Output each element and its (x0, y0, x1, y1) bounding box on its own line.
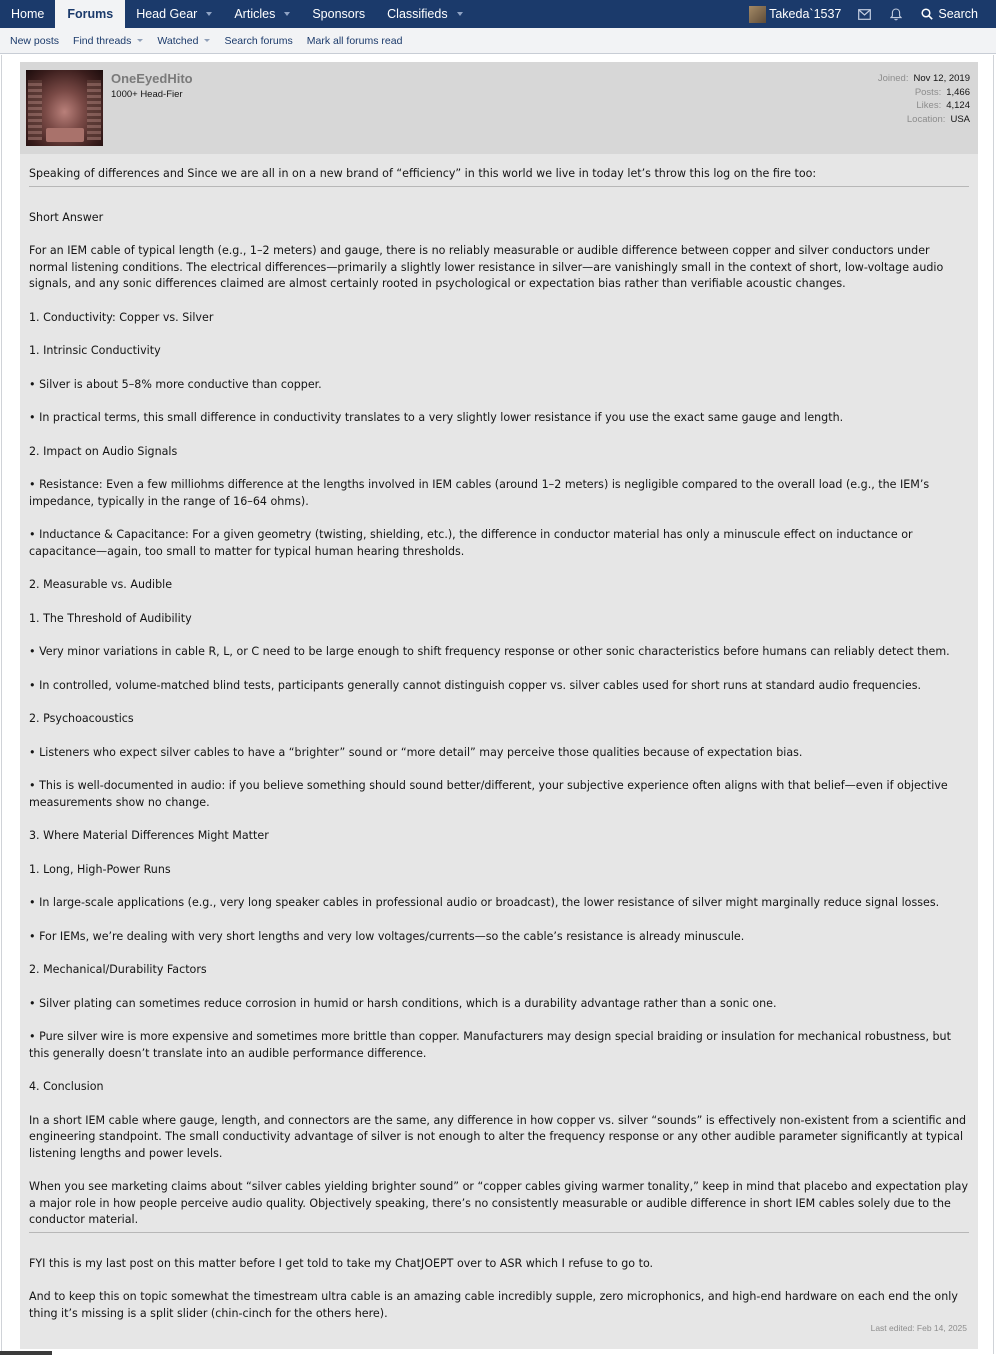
watched-label: Watched (157, 34, 199, 47)
spacer (29, 845, 969, 862)
conversations-button[interactable] (849, 0, 880, 28)
spacer (29, 811, 969, 828)
avatar (749, 6, 766, 23)
find-threads-link[interactable] (66, 35, 150, 47)
tab-sponsors[interactable] (301, 0, 376, 28)
stat-joined (878, 72, 970, 86)
spacer (29, 627, 969, 644)
post-paragraph: And to keep this on topic somewhat the timestream ultra cable is an amazing cable incredibly supple, zero microphonics, and high-end hardware on each end the only thing it’s missing is a split slider (chin-cinch for the others here). (29, 1290, 958, 1320)
post-paragraph: • Very minor variations in cable R, L, or C need to be large enough to shift frequency response or other sonic characteristics before humans can reliably detect them. (29, 645, 950, 658)
tab-classifieds[interactable] (376, 0, 473, 28)
post-paragraph: • In practical terms, this small difference in conductivity translates to a very slightly lower resistance if you use the exact same gauge and length. (29, 411, 844, 424)
mail-icon (858, 9, 871, 20)
stat-label: Location: (906, 113, 946, 125)
post-paragraph: 2. Measurable vs. Audible (29, 578, 173, 591)
chevron-down-icon[interactable] (137, 39, 143, 42)
post-user-header (20, 62, 978, 154)
post-paragraph: 1. Conductivity: Copper vs. Silver (29, 310, 214, 324)
post-paragraph: FYI this is my last post on this matter before I get told to take my ChatJOEPT over to ASR which I refuse to go to. (29, 1256, 654, 1270)
post-paragraph: • Silver plating can sometimes reduce corrosion in humid or harsh conditions, which is a durability advantage rather than a sonic one. (29, 996, 777, 1010)
post-paragraph: • For IEMs, we’re dealing with very short lengths and very low voltages/currents—so the cable’s resistance is already minuscule. (29, 929, 745, 943)
nav-right (741, 0, 996, 28)
spacer (29, 360, 969, 377)
chevron-down-icon[interactable] (204, 39, 210, 42)
spacer (29, 661, 969, 678)
spacer (29, 694, 969, 711)
avatar-detail (46, 128, 84, 142)
search-label: Search (938, 7, 978, 21)
chevron-down-icon[interactable] (206, 12, 212, 16)
scrollbar-fragment (0, 1351, 52, 1355)
spacer (29, 1096, 969, 1113)
spacer (29, 226, 969, 243)
avatar[interactable] (26, 70, 103, 146)
search-icon (921, 8, 933, 20)
spacer (29, 326, 969, 343)
tab-home[interactable] (0, 0, 55, 28)
spacer (29, 1012, 969, 1029)
spacer (29, 594, 969, 611)
spacer (29, 427, 969, 444)
spacer (29, 728, 969, 745)
post-paragraph: • In large-scale applications (e.g., very long speaker cables in professional audio or broadcast), the lower resistance of silver might marginally reduce signal losses. (29, 896, 940, 909)
stat-label: Joined: (877, 73, 909, 84)
post-paragraph: 2. Psychoacoustics (29, 712, 134, 725)
spacer (29, 187, 969, 210)
sub-nav (0, 28, 996, 54)
alerts-button[interactable] (880, 0, 911, 28)
stat-value: 4,124 (946, 100, 970, 112)
post-paragraph: • This is well-documented in audio: if you believe something should sound better/different, your subjective experience often aligns with that belief—even if objective measurements show no change. (29, 779, 948, 809)
watched-link[interactable] (150, 35, 217, 47)
post-paragraph: 3. Where Material Differences Might Matter (29, 829, 269, 842)
spacer (29, 560, 969, 577)
stat-label: Posts: (914, 86, 942, 98)
stat-location (878, 113, 970, 127)
tab-forums[interactable] (55, 0, 125, 28)
chevron-down-icon[interactable] (457, 12, 463, 16)
post-paragraph: • Listeners who expect silver cables to have a “brighter” sound or “more detail” may perceive those qualities because of expectation bias. (29, 745, 803, 759)
bell-icon (890, 8, 902, 21)
post-paragraph: Speaking of differences and Since we are all in on a new brand of “efficiency” in this world we live in today let’s throw this log on the fire too: (29, 167, 817, 180)
find-threads-label: Find threads (73, 34, 132, 47)
post-body (29, 166, 969, 1322)
account-menu[interactable] (741, 6, 849, 23)
post-paragraph: 1. Intrinsic Conductivity (29, 344, 161, 357)
forum-post (20, 62, 978, 1349)
account-username: Takeda`1537 (769, 7, 842, 21)
post-paragraph: For an IEM cable of typical length (e.g., 1–2 meters) and gauge, there is no reliably measurable or audible difference between copper and silver conductors under normal listening conditions. The electrical differences—primarily a slightly lower resistance in silver—are vanishingly small in the context of short, low-voltage audio signals, and any sonic differences claimed are almost certainly rooted in psychological or expectation bias rather than verifiable acoustic changes. (29, 244, 944, 290)
tab-label: Articles (234, 7, 276, 21)
spacer (29, 460, 969, 477)
post-paragraph: 1. The Threshold of Audibility (29, 611, 192, 625)
spacer (29, 979, 969, 996)
post-paragraph: Short Answer (29, 210, 104, 224)
stat-likes (878, 99, 970, 113)
avatar-detail (87, 80, 101, 140)
search-button[interactable] (911, 7, 996, 21)
stat-label: Likes: (916, 100, 942, 112)
post-paragraph: In a short IEM cable where gauge, length, and connectors are the same, any difference in how copper vs. silver “sounds” is effectively non-existent from a scientific and engineering standpoint. The small conductivity advantage of silver is not enough to alter the frequency response or any other audible parameter significantly at typical listening lengths and power levels. (29, 1113, 967, 1160)
spacer (29, 510, 969, 527)
chevron-down-icon[interactable] (284, 12, 290, 16)
post-paragraph: 2. Mechanical/Durability Factors (29, 963, 207, 976)
post-paragraph: • Inductance & Capacitance: For a given geometry (twisting, shielding, etc.), the difference in conductor material has only a minuscule effect on inductance or capacitance—again, too small to matter for typical human hearing thresholds. (29, 528, 913, 558)
post-paragraph: • Resistance: Even a few milliohms difference at the lengths involved in IEM cables (around 1–2 meters) is negligible compared to the overall load (e.g., the IEM’s impedance, typically in the range of 16–64 ohms). (29, 478, 930, 508)
spacer (29, 393, 969, 410)
tab-head-gear[interactable] (125, 0, 223, 28)
stat-value: USA (950, 113, 970, 125)
last-edited: Last edited: Feb 14, 2025 (870, 1323, 967, 1333)
top-nav (0, 0, 996, 28)
post-paragraph: 1. Long, High-Power Runs (29, 862, 171, 876)
tab-label: Sponsors (312, 7, 366, 21)
spacer (29, 912, 969, 929)
post-paragraph: • Pure silver wire is more expensive and sometimes more brittle than copper. Manufacturers may design special braiding or insulation for mechanical robustness, but this generally doesn’t translate into an audible performance difference. (29, 1030, 951, 1060)
spacer (29, 293, 969, 310)
tab-articles[interactable] (223, 0, 301, 28)
tab-label: Home (11, 7, 45, 21)
spacer (29, 878, 969, 895)
post-closing (29, 1256, 969, 1323)
spacer (29, 761, 969, 778)
spacer (29, 1062, 969, 1079)
post-paragraph: 2. Impact on Audio Signals (29, 444, 178, 458)
mark-forums-read-link[interactable]: Mark all forums read (306, 34, 403, 47)
stat-value: 1,466 (946, 86, 970, 98)
stat-value: Nov 12, 2019 (913, 73, 970, 84)
post-username[interactable]: OneEyedHito (111, 71, 193, 86)
post-paragraph: 4. Conclusion (29, 1080, 104, 1093)
post-paragraph: • In controlled, volume-matched blind tests, participants generally cannot distinguish copper vs. silver cables used for short runs at standard audio frequencies. (29, 678, 922, 692)
spacer (29, 1162, 969, 1179)
new-posts-link[interactable]: New posts (10, 34, 60, 47)
quoted-answer (29, 210, 969, 1229)
tab-label: Classifieds (387, 7, 448, 21)
post-paragraph: When you see marketing claims about “silver cables yielding brighter sound” or “copper cables giving warmer tonality,” keep in mind that placebo and expectation play a major role in how people perceive audio quality. Objectively speaking, there’s no consistently measurable or audible difference in short IEM cables solely due to the conductor material. (29, 1180, 969, 1226)
user-stats (878, 72, 970, 126)
spacer (29, 945, 969, 962)
post-paragraph: • Silver is about 5–8% more conductive than copper. (29, 377, 322, 391)
avatar-detail (28, 80, 42, 140)
stat-posts (878, 86, 970, 100)
tab-label: Head Gear (136, 7, 198, 21)
tab-label: Forums (67, 7, 114, 21)
spacer (29, 1272, 969, 1289)
spacer (29, 1233, 969, 1256)
user-title: 1000+ Head-Fier (111, 89, 183, 100)
search-forums-link[interactable]: Search forums (224, 34, 293, 47)
